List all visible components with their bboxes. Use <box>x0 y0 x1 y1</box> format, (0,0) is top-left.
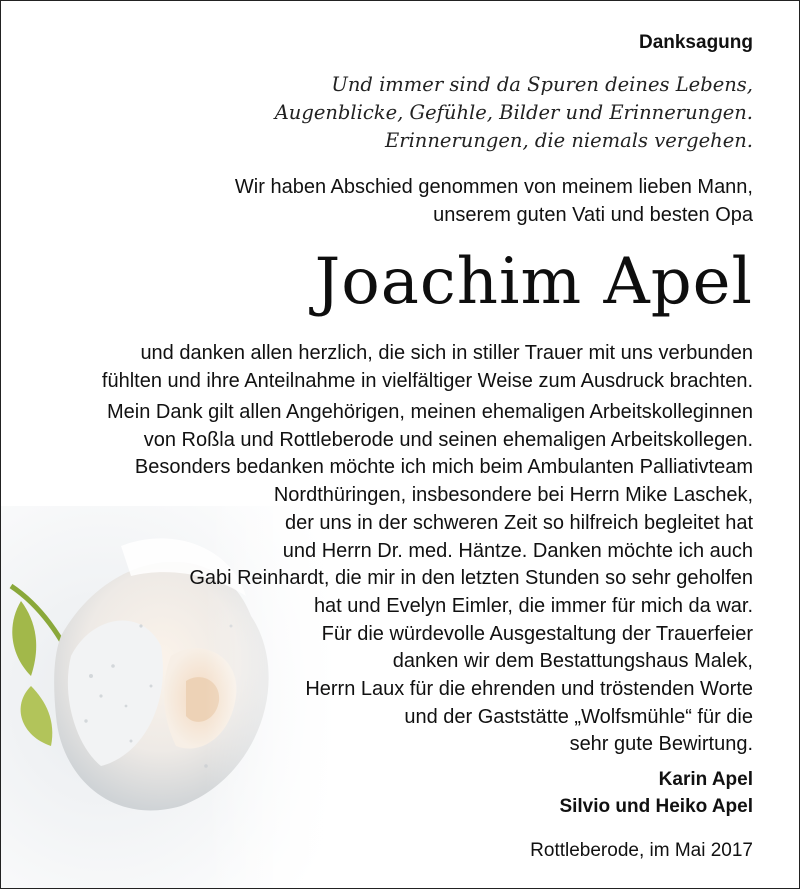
text-line: Für die würdevolle Ausgestaltung der Trauerfeier <box>321 622 753 645</box>
text-line: Herrn Laux für die ehrenden und tröstenden Worte <box>305 678 753 701</box>
text-line: fühlten und ihre Anteilnahme in vielfältiger Weise zum Ausdruck brachten. <box>101 370 753 392</box>
intro-line: Wir haben Abschied genommen von meinem lieben Mann, <box>234 176 753 198</box>
text-line: und Herrn Dr. med. Häntze. Danken möchte ich auch <box>282 539 753 562</box>
text-line: hat und Evelyn Eimler, die immer für mich da war. <box>313 594 753 617</box>
poem-line: Augenblicke, Gefühle, Bilder und Erinnerungen. <box>274 101 753 124</box>
page-title: Danksagung <box>638 32 753 53</box>
text-line: Gabi Reinhardt, die mir in den letzten Stunden so sehr geholfen <box>189 567 753 590</box>
text-line: von Roßla und Rottleberode und seinen ehemaligen Arbeitskollegen. <box>143 428 753 451</box>
text-line: Mein Dank gilt allen Angehörigen, meinen ehemaligen Arbeitskolleginnen <box>107 401 753 423</box>
text-line: Besonders bedanken möchte ich mich beim Ambulanten Palliativteam <box>134 456 753 479</box>
text-line: und danken allen herzlich, die sich in stiller Trauer mit uns verbunden <box>140 342 753 364</box>
text-line: und der Gaststätte „Wolfsmühle“ für die <box>404 705 753 728</box>
thanks-intro <box>102 339 753 395</box>
thanks-body <box>107 399 753 759</box>
farewell-intro <box>235 173 753 229</box>
deceased-name: Joachim Apel <box>314 245 753 319</box>
text-line: der uns in der schweren Zeit so hilfreich begleitet hat <box>284 511 753 534</box>
poem-line: Erinnerungen, die niemals vergehen. <box>385 129 753 152</box>
place-date: Rottleberode, im Mai 2017 <box>530 840 753 861</box>
signature-name: Karin Apel <box>658 769 753 790</box>
signatures <box>559 766 753 820</box>
poem-line: Und immer sind da Spuren deines Lebens, <box>331 73 753 96</box>
poem-verse <box>275 71 753 155</box>
text-line: danken wir dem Bestattungshaus Malek, <box>392 650 753 673</box>
intro-line: unserem guten Vati und besten Opa <box>433 204 753 226</box>
text-line: Nordthüringen, insbesondere bei Herrn Mike Laschek, <box>273 484 753 507</box>
text-line: sehr gute Bewirtung. <box>569 733 753 756</box>
signature-name: Silvio und Heiko Apel <box>559 796 753 817</box>
